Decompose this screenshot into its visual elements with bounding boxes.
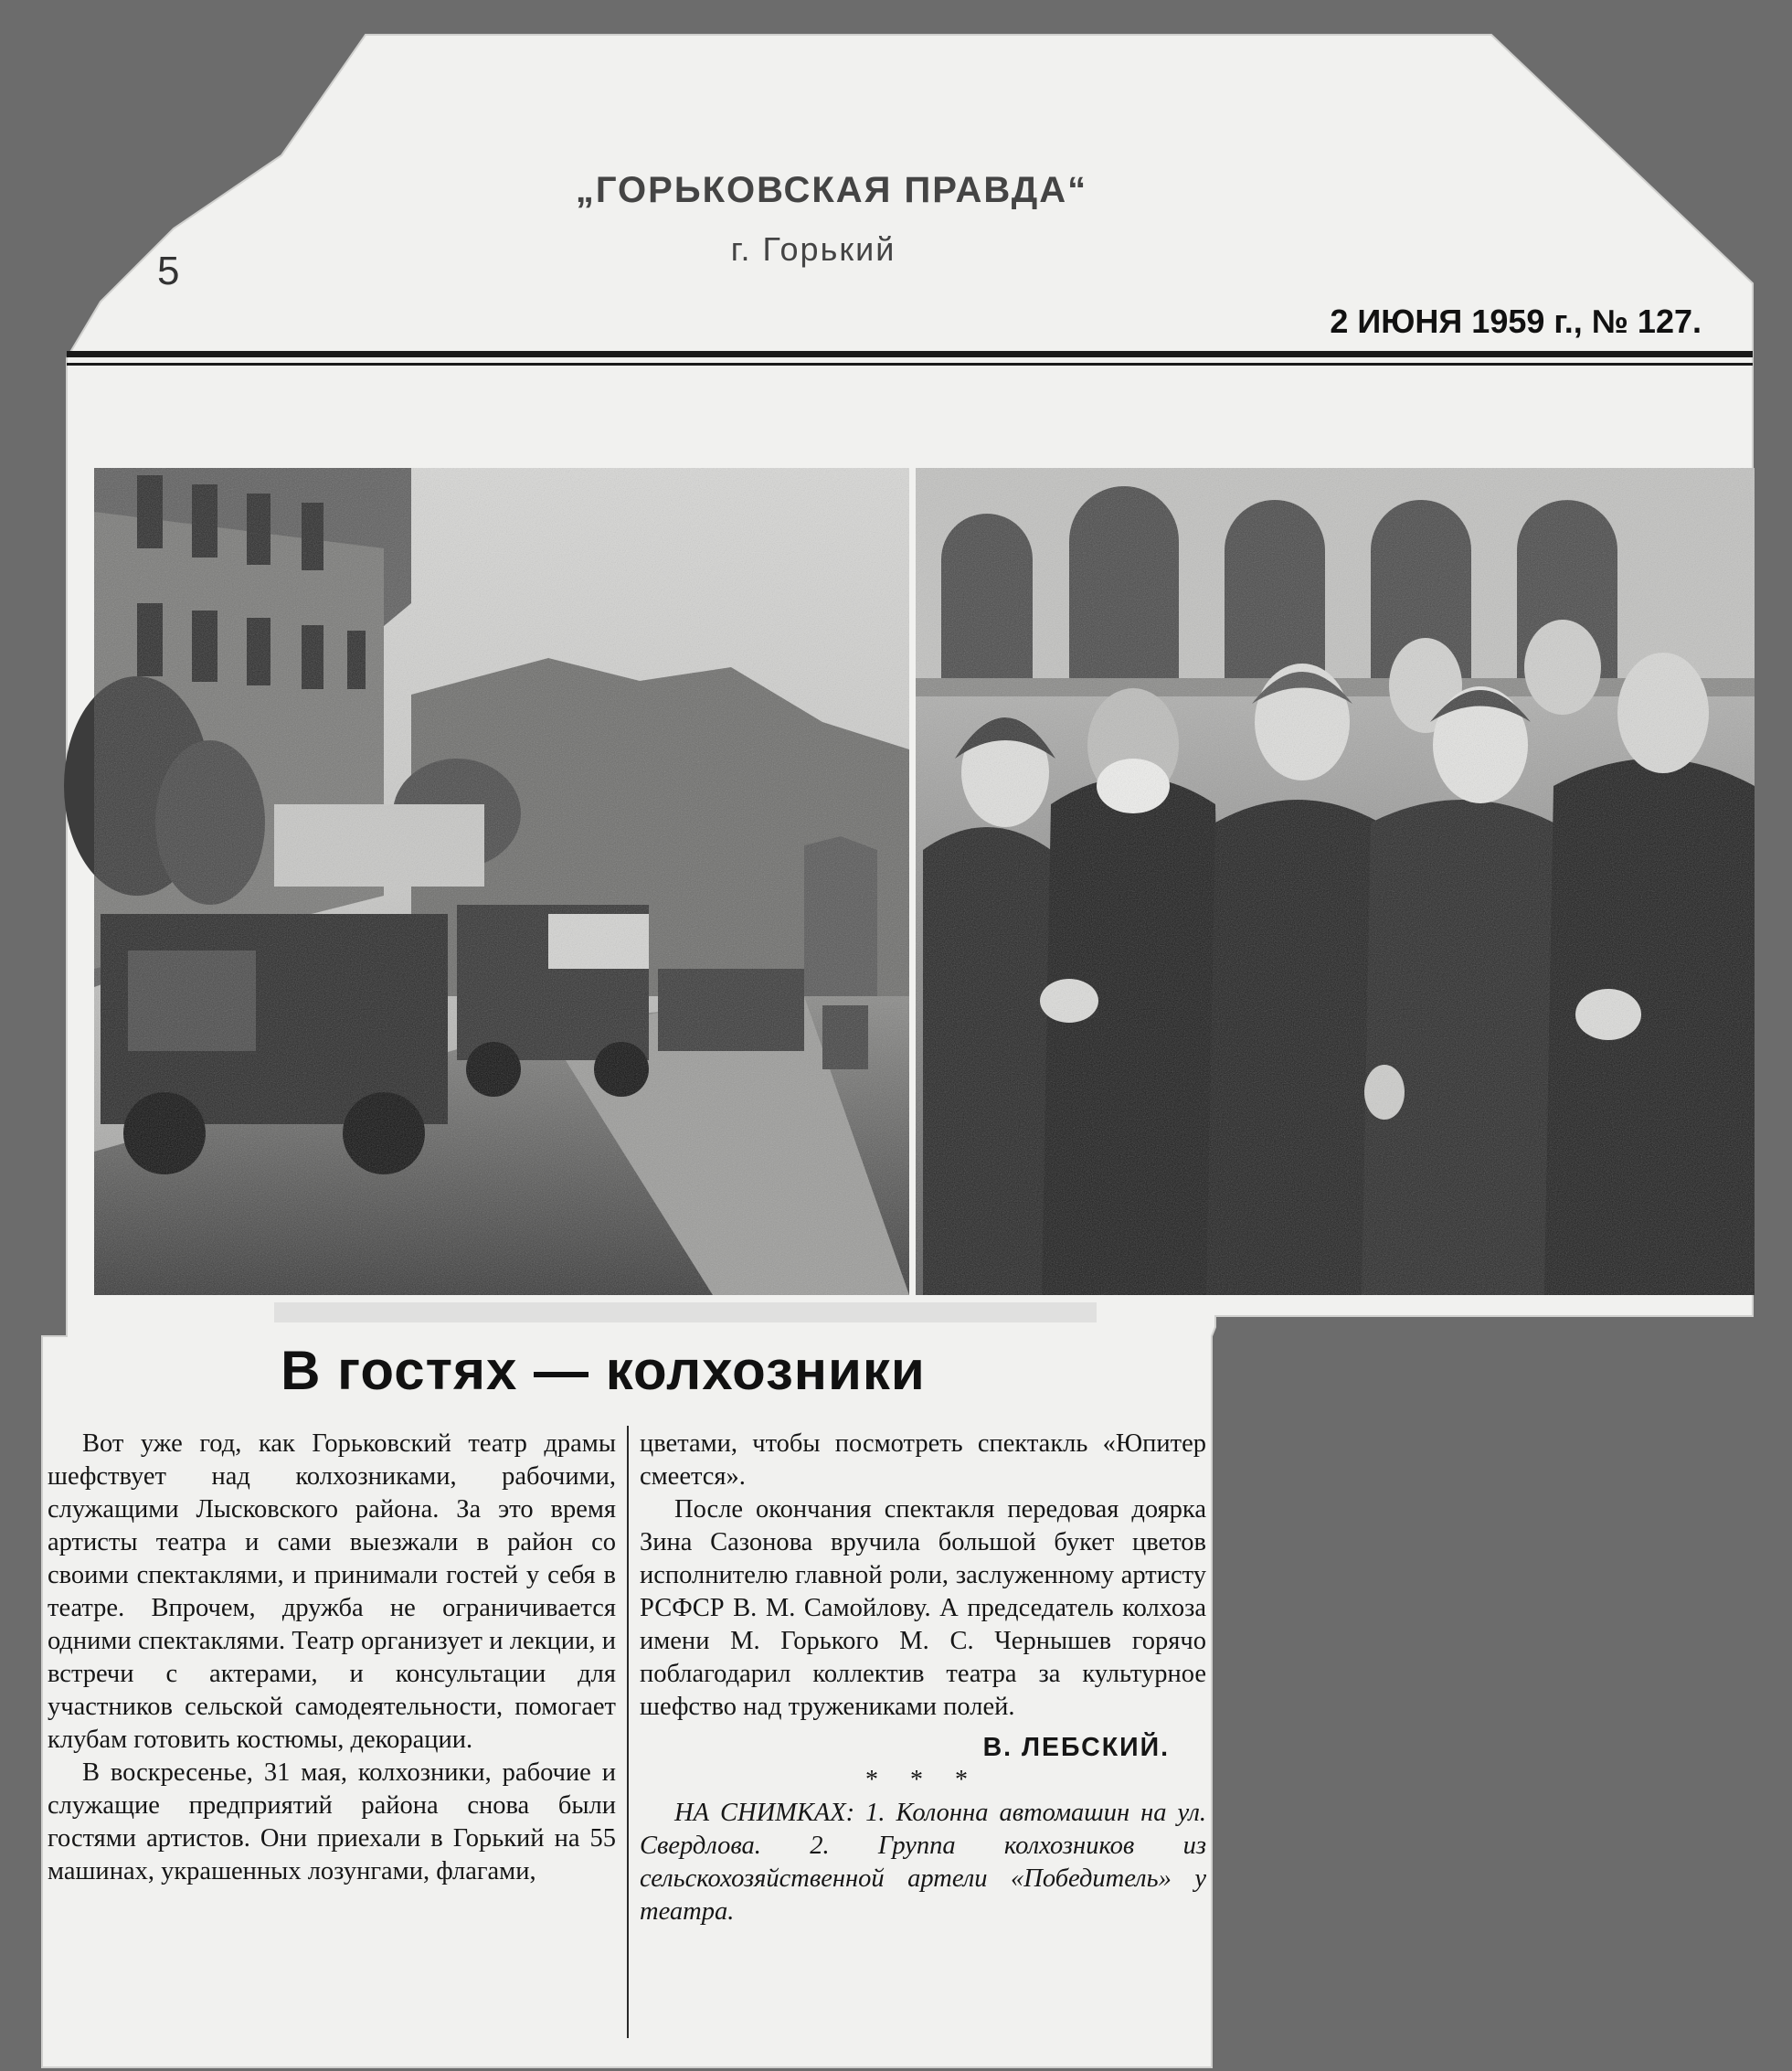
newspaper-stamp-title: „ГОРЬКОВСКАЯ ПРАВДА“	[575, 170, 1088, 210]
separator-stars: * * *	[865, 1766, 981, 1794]
photo-villagers-group	[916, 468, 1755, 1295]
masthead-rule-thin	[67, 363, 1753, 366]
article-paragraph: В воскресенье, 31 мая, колхозники, рабочие и служащие предприятий района снова были гостями артистов. Они приехали в Горький на 55 машинах, украшенных лозунгами, флагами,	[48, 1758, 616, 1885]
photo-divider	[909, 468, 916, 1295]
photo-convoy	[64, 468, 909, 1295]
article-column-left	[48, 1428, 616, 1888]
article-headline: В гостях — колхозники	[281, 1340, 926, 1401]
article-paragraph: цветами, чтобы посмотреть спектакль «Юпитер смеется».	[640, 1429, 1206, 1491]
masthead-rule-thick	[67, 351, 1753, 357]
article-paragraph: Вот уже год, как Горьковский театр драмы шефствует над колхозниками, рабочими, служащими Лысковского района. За это время артисты театра и сами выезжали в район со своими спектаклями, и принимали гостей у себя в театре. Впрочем, дружба не ограничивается одними спектаклями. Театр организует и лекции, и встречи с актерами, и консультации для участников сельской самодеятельности, помогает клубам готовить костюмы, декорации.	[48, 1429, 616, 1754]
margin-pencil-mark: 5	[157, 249, 180, 293]
print-offset-strip	[274, 1302, 1097, 1322]
newspaper-stamp-city: г. Горький	[730, 230, 896, 268]
photo-caption: НА СНИМКАХ: 1. Колонна автомашин на ул. Свердлова. 2. Группа колхозников из сельскохозяйственной артели «Победитель» у театра.	[640, 1799, 1206, 1926]
article-paragraph: После окончания спектакля передовая доярка Зина Сазонова вручила большой букет цветов исполнителю главной роли, заслуженному артисту РСФСР В. М. Самойлову. А председатель колхоза имени М. Горького М. С. Чернышев горячо поблагодарил коллектив театра за культурное шефство над тружениками полей.	[640, 1495, 1206, 1721]
article-author: В. ЛЕБСКИЙ.	[982, 1733, 1170, 1762]
issue-date: 2 ИЮНЯ 1959 г., № 127.	[1330, 303, 1702, 340]
article-column-right	[640, 1428, 1206, 1928]
